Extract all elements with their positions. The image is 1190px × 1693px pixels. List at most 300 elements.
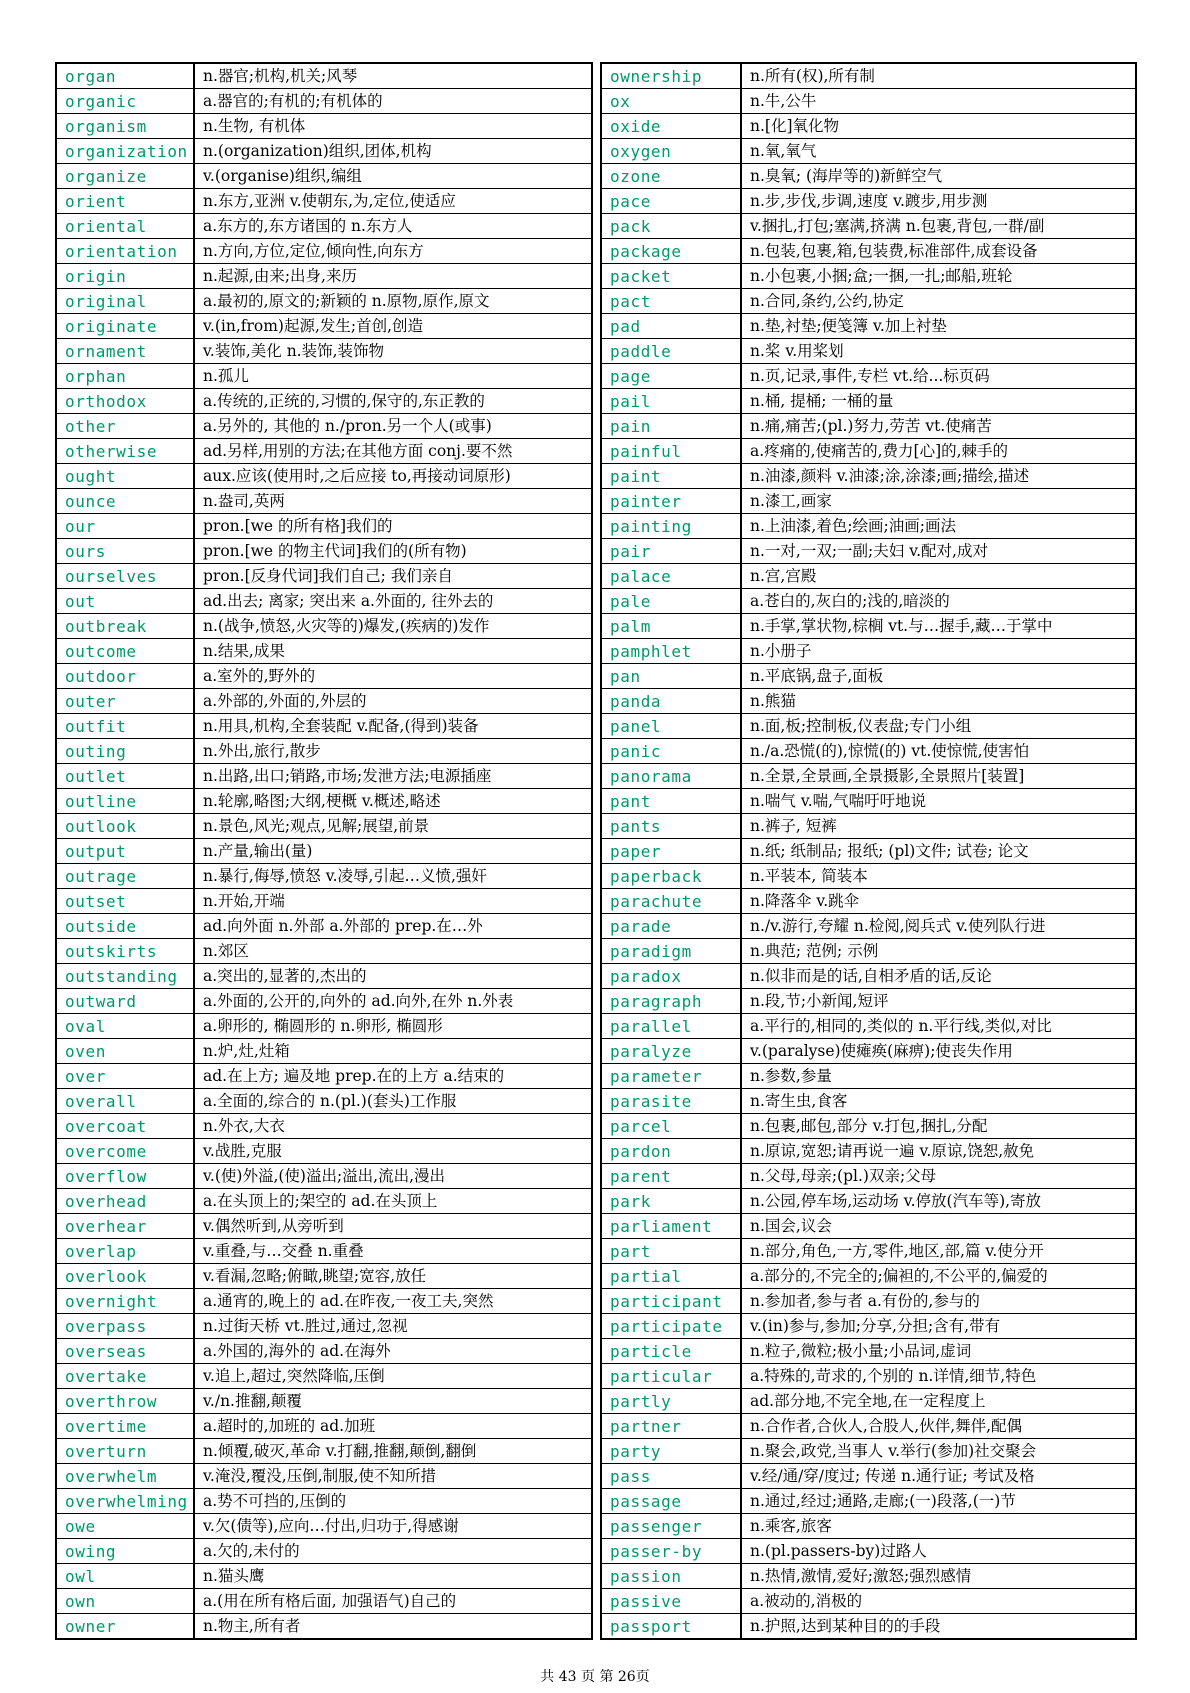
vocab-definition: v.战胜,克服 xyxy=(194,1139,592,1164)
vocab-word: overcoat xyxy=(56,1114,194,1139)
table-row xyxy=(601,989,1136,1014)
table-row xyxy=(601,439,1136,464)
vocab-word: pace xyxy=(601,189,741,214)
table-row xyxy=(601,1564,1136,1589)
vocab-definition: n.外衣,大衣 xyxy=(194,1114,592,1139)
vocab-definition: aux.应该(使用时,之后应接 to,再接动词原形) xyxy=(194,464,592,489)
table-row xyxy=(56,89,592,114)
vocab-definition: n.炉,灶,灶箱 xyxy=(194,1039,592,1064)
table-row xyxy=(601,1064,1136,1089)
table-row xyxy=(56,1139,592,1164)
table-row xyxy=(601,1364,1136,1389)
vocab-definition: n.结果,成果 xyxy=(194,639,592,664)
vocab-definition: n.牛,公牛 xyxy=(741,89,1136,114)
vocab-word: parameter xyxy=(601,1064,741,1089)
vocab-word: overwhelming xyxy=(56,1489,194,1514)
vocab-definition: n.生物, 有机体 xyxy=(194,114,592,139)
vocab-word: outlook xyxy=(56,814,194,839)
vocab-definition: n.盎司,英两 xyxy=(194,489,592,514)
table-row xyxy=(601,214,1136,239)
vocab-definition: a.特殊的,苛求的,个别的 n.详情,细节,特色 xyxy=(741,1364,1136,1389)
vocab-table-left xyxy=(55,62,593,1640)
vocab-word: ozone xyxy=(601,164,741,189)
vocab-word: parasite xyxy=(601,1089,741,1114)
table-row xyxy=(601,1214,1136,1239)
vocab-definition: n.部分,角色,一方,零件,地区,部,篇 v.使分开 xyxy=(741,1239,1136,1264)
table-row xyxy=(601,1264,1136,1289)
table-row xyxy=(601,964,1136,989)
vocab-definition: n.上油漆,着色;绘画;油画;画法 xyxy=(741,514,1136,539)
vocab-word: painter xyxy=(601,489,741,514)
table-row xyxy=(56,889,592,914)
table-row xyxy=(601,1489,1136,1514)
table-row xyxy=(56,1414,592,1439)
table-row xyxy=(56,1114,592,1139)
table-row xyxy=(56,539,592,564)
table-row xyxy=(56,839,592,864)
vocab-word: passenger xyxy=(601,1514,741,1539)
vocab-word: oven xyxy=(56,1039,194,1064)
table-row xyxy=(601,939,1136,964)
vocab-word: paper xyxy=(601,839,741,864)
table-row xyxy=(601,664,1136,689)
vocab-word: output xyxy=(56,839,194,864)
table-row xyxy=(56,264,592,289)
vocab-word: other xyxy=(56,414,194,439)
vocab-word: page xyxy=(601,364,741,389)
table-row xyxy=(601,864,1136,889)
vocab-word: passer-by xyxy=(601,1539,741,1564)
vocab-word: owing xyxy=(56,1539,194,1564)
vocab-definition: v.(organise)组织,编组 xyxy=(194,164,592,189)
vocab-definition: n.合同,条约,公约,协定 xyxy=(741,289,1136,314)
vocab-word: painting xyxy=(601,514,741,539)
vocab-definition: n.产量,输出(量) xyxy=(194,839,592,864)
table-row xyxy=(601,789,1136,814)
vocab-definition: n.氧,氧气 xyxy=(741,139,1136,164)
vocab-definition: n.小包裹,小捆;盒;一捆,一扎;邮船,班轮 xyxy=(741,264,1136,289)
vocab-word: pardon xyxy=(601,1139,741,1164)
vocab-word: out xyxy=(56,589,194,614)
vocab-word: party xyxy=(601,1439,741,1464)
vocab-word: passport xyxy=(601,1614,741,1640)
table-row xyxy=(601,1389,1136,1414)
table-row xyxy=(56,189,592,214)
vocab-word: passive xyxy=(601,1589,741,1614)
vocab-word: paperback xyxy=(601,864,741,889)
vocab-definition: a.(用在所有格后面, 加强语气)自己的 xyxy=(194,1589,592,1614)
vocab-definition: a.超时的,加班的 ad.加班 xyxy=(194,1414,592,1439)
vocab-word: pan xyxy=(601,664,741,689)
vocab-definition: n.所有(权),所有制 xyxy=(741,63,1136,89)
vocab-definition: v.淹没,覆没,压倒,制服,使不知所措 xyxy=(194,1464,592,1489)
table-row xyxy=(56,764,592,789)
vocab-word: passion xyxy=(601,1564,741,1589)
vocab-word: package xyxy=(601,239,741,264)
vocab-definition: n.喘气 v.喘,气喘吁吁地说 xyxy=(741,789,1136,814)
table-row xyxy=(56,514,592,539)
vocab-definition: n.物主,所有者 xyxy=(194,1614,592,1640)
vocab-definition: n.开始,开端 xyxy=(194,889,592,914)
vocab-word: pant xyxy=(601,789,741,814)
vocab-word: owe xyxy=(56,1514,194,1539)
vocab-definition: a.东方的,东方诸国的 n.东方人 xyxy=(194,214,592,239)
vocab-word: outrage xyxy=(56,864,194,889)
table-row xyxy=(601,1439,1136,1464)
vocab-definition: n.痛,痛苦;(pl.)努力,劳苦 vt.使痛苦 xyxy=(741,414,1136,439)
vocab-definition: a.全面的,综合的 n.(pl.)(套头)工作服 xyxy=(194,1089,592,1114)
vocab-definition: a.另外的, 其他的 n./pron.另一个人(或事) xyxy=(194,414,592,439)
table-row xyxy=(56,589,592,614)
vocab-word: otherwise xyxy=(56,439,194,464)
vocab-word: overhear xyxy=(56,1214,194,1239)
vocab-definition: a.欠的,未付的 xyxy=(194,1539,592,1564)
table-row xyxy=(601,589,1136,614)
vocab-definition: n.一对,一双;一副;夫妇 v.配对,成对 xyxy=(741,539,1136,564)
vocab-definition: a.外面的,公开的,向外的 ad.向外,在外 n.外表 xyxy=(194,989,592,1014)
vocab-definition: n.倾覆,破灭,革命 v.打翻,推翻,颠倒,翻倒 xyxy=(194,1439,592,1464)
vocab-definition: v.看漏,忽略;俯瞰,眺望;宽容,放任 xyxy=(194,1264,592,1289)
vocab-definition: n.过街天桥 vt.胜过,通过,忽视 xyxy=(194,1314,592,1339)
vocab-word: panel xyxy=(601,714,741,739)
table-row xyxy=(601,289,1136,314)
table-row xyxy=(56,139,592,164)
table-row xyxy=(56,1364,592,1389)
vocab-word: organization xyxy=(56,139,194,164)
table-row xyxy=(601,764,1136,789)
vocab-word: overtake xyxy=(56,1364,194,1389)
table-row xyxy=(601,264,1136,289)
vocab-word: outward xyxy=(56,989,194,1014)
vocab-definition: v.装饰,美化 n.装饰,装饰物 xyxy=(194,339,592,364)
vocab-word: overflow xyxy=(56,1164,194,1189)
vocab-definition: n.原谅,宽恕;请再说一遍 v.原谅,饶恕,赦免 xyxy=(741,1139,1136,1164)
table-row xyxy=(601,814,1136,839)
vocab-word: oxygen xyxy=(601,139,741,164)
table-row xyxy=(56,739,592,764)
vocab-word: pail xyxy=(601,389,741,414)
vocab-word: pamphlet xyxy=(601,639,741,664)
table-row xyxy=(56,639,592,664)
table-row xyxy=(601,1239,1136,1264)
table-row xyxy=(601,364,1136,389)
vocab-definition: n.裤子, 短裤 xyxy=(741,814,1136,839)
vocab-word: original xyxy=(56,289,194,314)
vocab-definition: n.郊区 xyxy=(194,939,592,964)
table-row xyxy=(56,1164,592,1189)
table-row xyxy=(601,914,1136,939)
vocab-definition: n.(organization)组织,团体,机构 xyxy=(194,139,592,164)
table-row xyxy=(601,1614,1136,1640)
vocab-definition: n.猫头鹰 xyxy=(194,1564,592,1589)
vocab-word: ourselves xyxy=(56,564,194,589)
vocab-definition: n./a.恐慌(的),惊慌(的) vt.使惊慌,使害怕 xyxy=(741,739,1136,764)
vocab-definition: n.粒子,微粒;极小量;小品词,虚词 xyxy=(741,1339,1136,1364)
table-row xyxy=(56,439,592,464)
vocab-word: orientation xyxy=(56,239,194,264)
vocab-definition: n.暴行,侮辱,愤怒 v.凌辱,引起…义愤,强奸 xyxy=(194,864,592,889)
vocab-word: pants xyxy=(601,814,741,839)
vocab-word: outset xyxy=(56,889,194,914)
vocab-definition: n.桶, 提桶; 一桶的量 xyxy=(741,389,1136,414)
table-row xyxy=(601,89,1136,114)
table-row xyxy=(56,114,592,139)
table-row xyxy=(56,1564,592,1589)
vocab-word: overpass xyxy=(56,1314,194,1339)
vocab-definition: n.寄生虫,食客 xyxy=(741,1089,1136,1114)
vocab-definition: n.公园,停车场,运动场 v.停放(汽车等),寄放 xyxy=(741,1189,1136,1214)
vocab-word: pact xyxy=(601,289,741,314)
vocab-word: partner xyxy=(601,1414,741,1439)
table-row xyxy=(56,1264,592,1289)
table-row xyxy=(56,914,592,939)
vocab-definition: n.全景,全景画,全景摄影,全景照片[装置] xyxy=(741,764,1136,789)
vocab-definition: n.似非而是的话,自相矛盾的话,反论 xyxy=(741,964,1136,989)
vocab-definition: n.页,记录,事件,专栏 vt.给...标页码 xyxy=(741,364,1136,389)
vocab-word: passage xyxy=(601,1489,741,1514)
table-row xyxy=(601,1464,1136,1489)
vocab-definition: n.国会,议会 xyxy=(741,1214,1136,1239)
vocab-definition: n.起源,由来;出身,来历 xyxy=(194,264,592,289)
vocab-definition: v.偶然听到,从旁听到 xyxy=(194,1214,592,1239)
table-row xyxy=(56,63,592,89)
table-row xyxy=(601,1314,1136,1339)
vocab-definition: n.用具,机构,全套装配 v.配备,(得到)装备 xyxy=(194,714,592,739)
table-row xyxy=(601,539,1136,564)
vocab-definition: a.势不可挡的,压倒的 xyxy=(194,1489,592,1514)
vocab-word: oval xyxy=(56,1014,194,1039)
vocab-definition: n.参加者,参与者 a.有份的,参与的 xyxy=(741,1289,1136,1314)
vocab-word: overseas xyxy=(56,1339,194,1364)
vocab-word: our xyxy=(56,514,194,539)
page-footer: 共 43 页 第 26页 xyxy=(540,1669,650,1685)
table-row xyxy=(601,1589,1136,1614)
vocab-word: orphan xyxy=(56,364,194,389)
vocab-definition: n.通过,经过;通路,走廊;(一)段落,(一)节 xyxy=(741,1489,1136,1514)
vocab-definition: a.疼痛的,使痛苦的,费力[心]的,棘手的 xyxy=(741,439,1136,464)
vocab-definition: n./v.游行,夸耀 n.检阅,阅兵式 v.使列队行进 xyxy=(741,914,1136,939)
vocab-word: paragraph xyxy=(601,989,741,1014)
table-row xyxy=(601,189,1136,214)
vocab-definition: n.油漆,颜料 v.油漆;涂,涂漆;画;描绘,描述 xyxy=(741,464,1136,489)
vocab-definition: n.(pl.passers-by)过路人 xyxy=(741,1539,1136,1564)
vocab-definition: ad.出去; 离家; 突出来 a.外面的, 往外去的 xyxy=(194,589,592,614)
vocab-definition: a.外国的,海外的 ad.在海外 xyxy=(194,1339,592,1364)
vocab-word: outing xyxy=(56,739,194,764)
table-row xyxy=(601,564,1136,589)
table-row xyxy=(601,239,1136,264)
vocab-word: partial xyxy=(601,1264,741,1289)
vocab-definition: n.纸; 纸制品; 报纸; (pl)文件; 试卷; 论文 xyxy=(741,839,1136,864)
table-row xyxy=(601,739,1136,764)
vocab-word: ours xyxy=(56,539,194,564)
vocab-definition: v.欠(债等),应向…付出,归功于,得感谢 xyxy=(194,1514,592,1539)
vocab-word: outside xyxy=(56,914,194,939)
table-row xyxy=(56,1239,592,1264)
vocab-word: ounce xyxy=(56,489,194,514)
vocab-definition: n.出路,出口;销路,市场;发泄方法;电源插座 xyxy=(194,764,592,789)
table-row xyxy=(56,1439,592,1464)
vocab-definition: pron.[反身代词]我们自己; 我们亲自 xyxy=(194,564,592,589)
vocab-definition: n.平装本, 简装本 xyxy=(741,864,1136,889)
table-row xyxy=(56,1089,592,1114)
table-row xyxy=(601,1189,1136,1214)
vocab-definition: n.热情,激情,爱好;激怒;强烈感情 xyxy=(741,1564,1136,1589)
table-row xyxy=(56,1464,592,1489)
table-row xyxy=(56,714,592,739)
vocab-definition: v.(paralyse)使瘫痪(麻痹);使丧失作用 xyxy=(741,1039,1136,1064)
vocab-definition: n.孤儿 xyxy=(194,364,592,389)
table-row xyxy=(601,714,1136,739)
table-row xyxy=(56,414,592,439)
vocab-definition: ad.部分地,不完全地,在一定程度上 xyxy=(741,1389,1136,1414)
vocab-definition: a.室外的,野外的 xyxy=(194,664,592,689)
vocab-word: parliament xyxy=(601,1214,741,1239)
table-row xyxy=(601,839,1136,864)
table-row xyxy=(56,314,592,339)
vocab-word: parachute xyxy=(601,889,741,914)
vocab-definition: a.最初的,原文的;新颖的 n.原物,原作,原文 xyxy=(194,289,592,314)
vocab-word: oxide xyxy=(601,114,741,139)
vocab-word: palace xyxy=(601,564,741,589)
vocab-word: pain xyxy=(601,414,741,439)
vocab-definition: v.重叠,与…交叠 n.重叠 xyxy=(194,1239,592,1264)
vocab-definition: a.部分的,不完全的;偏袒的,不公平的,偏爱的 xyxy=(741,1264,1136,1289)
table-row xyxy=(601,889,1136,914)
table-row xyxy=(601,1289,1136,1314)
vocab-definition: ad.向外面 n.外部 a.外部的 prep.在…外 xyxy=(194,914,592,939)
vocab-definition: n.段,节;小新闻,短评 xyxy=(741,989,1136,1014)
table-row xyxy=(56,1314,592,1339)
vocab-word: overwhelm xyxy=(56,1464,194,1489)
vocab-word: paralyze xyxy=(601,1039,741,1064)
table-row xyxy=(601,314,1136,339)
vocab-definition: a.苍白的,灰白的;浅的,暗淡的 xyxy=(741,589,1136,614)
vocab-definition: n.(战争,愤怒,火灾等的)爆发,(疾病的)发作 xyxy=(194,614,592,639)
vocab-definition: n.漆工,画家 xyxy=(741,489,1136,514)
vocab-word: overall xyxy=(56,1089,194,1114)
vocab-definition: n.父母,母亲;(pl.)双亲;父母 xyxy=(741,1164,1136,1189)
vocab-word: own xyxy=(56,1589,194,1614)
vocab-definition: n.桨 v.用桨划 xyxy=(741,339,1136,364)
table-row xyxy=(56,1389,592,1414)
vocab-definition: n.熊猫 xyxy=(741,689,1136,714)
vocab-word: ought xyxy=(56,464,194,489)
vocab-word: panic xyxy=(601,739,741,764)
table-row xyxy=(56,289,592,314)
table-row xyxy=(601,514,1136,539)
table-row xyxy=(601,614,1136,639)
vocab-definition: n.包裹,邮包,部分 v.打包,捆扎,分配 xyxy=(741,1114,1136,1139)
table-row xyxy=(601,389,1136,414)
vocab-definition: a.外部的,外面的,外层的 xyxy=(194,689,592,714)
vocab-word: outer xyxy=(56,689,194,714)
table-row xyxy=(601,1164,1136,1189)
table-row xyxy=(56,1489,592,1514)
vocab-definition: n.包装,包裹,箱,包装费,标准部件,成套设备 xyxy=(741,239,1136,264)
table-row xyxy=(56,164,592,189)
vocab-word: overlap xyxy=(56,1239,194,1264)
table-row xyxy=(601,1014,1136,1039)
table-row xyxy=(56,364,592,389)
table-row xyxy=(601,489,1136,514)
vocab-word: pass xyxy=(601,1464,741,1489)
vocab-word: overnight xyxy=(56,1289,194,1314)
vocab-definition: v.捆扎,打包;塞满,挤满 n.包裹,背包,一群/副 xyxy=(741,214,1136,239)
table-row xyxy=(56,464,592,489)
vocab-definition: n.臭氧; (海岸等的)新鲜空气 xyxy=(741,164,1136,189)
vocab-definition: n.乘客,旅客 xyxy=(741,1514,1136,1539)
vocab-definition: n.护照,达到某种目的的手段 xyxy=(741,1614,1136,1640)
vocab-word: outlet xyxy=(56,764,194,789)
table-row xyxy=(56,1014,592,1039)
table-row xyxy=(601,464,1136,489)
vocab-word: parade xyxy=(601,914,741,939)
table-row xyxy=(56,664,592,689)
vocab-definition: v.追上,超过,突然降临,压倒 xyxy=(194,1364,592,1389)
vocab-table-right xyxy=(600,62,1137,1640)
table-row xyxy=(601,1139,1136,1164)
vocab-word: organism xyxy=(56,114,194,139)
vocab-definition: v.(in,from)起源,发生;首创,创造 xyxy=(194,314,592,339)
vocab-definition: ad.另样,用别的方法;在其他方面 conj.要不然 xyxy=(194,439,592,464)
vocab-definition: v.(使)外溢,(使)溢出;溢出,流出,漫出 xyxy=(194,1164,592,1189)
vocab-definition: ad.在上方; 遍及地 prep.在的上方 a.结束的 xyxy=(194,1064,592,1089)
vocab-definition: n.方向,方位,定位,倾向性,向东方 xyxy=(194,239,592,264)
vocab-word: overtime xyxy=(56,1414,194,1439)
vocab-definition: n.景色,风光;观点,见解;展望,前景 xyxy=(194,814,592,839)
table-row xyxy=(601,1089,1136,1114)
vocab-word: organize xyxy=(56,164,194,189)
table-row xyxy=(56,1214,592,1239)
vocab-definition: n.小册子 xyxy=(741,639,1136,664)
vocab-word: originate xyxy=(56,314,194,339)
table-row xyxy=(56,1064,592,1089)
vocab-definition: n.轮廓,略图;大纲,梗概 v.概述,略述 xyxy=(194,789,592,814)
table-row xyxy=(56,814,592,839)
vocab-word: orthodox xyxy=(56,389,194,414)
vocab-definition: n.垫,衬垫;便笺簿 v.加上衬垫 xyxy=(741,314,1136,339)
table-row xyxy=(56,389,592,414)
vocab-definition: n.参数,参量 xyxy=(741,1064,1136,1089)
table-row xyxy=(56,1514,592,1539)
vocab-word: overturn xyxy=(56,1439,194,1464)
vocab-word: participant xyxy=(601,1289,741,1314)
table-row xyxy=(601,1114,1136,1139)
vocab-word: particle xyxy=(601,1339,741,1364)
vocab-definition: a.突出的,显著的,杰出的 xyxy=(194,964,592,989)
vocab-definition: v.经/通/穿/度过; 传递 n.通行证; 考试及格 xyxy=(741,1464,1136,1489)
table-row xyxy=(601,1514,1136,1539)
vocab-word: ox xyxy=(601,89,741,114)
vocab-word: particular xyxy=(601,1364,741,1389)
vocab-definition: a.器官的;有机的;有机体的 xyxy=(194,89,592,114)
vocab-word: parcel xyxy=(601,1114,741,1139)
table-row xyxy=(601,339,1136,364)
vocab-definition: a.卵形的, 椭圆形的 n.卵形, 椭圆形 xyxy=(194,1014,592,1039)
vocab-word: pack xyxy=(601,214,741,239)
vocab-word: outskirts xyxy=(56,939,194,964)
vocab-word: paddle xyxy=(601,339,741,364)
vocab-word: paradigm xyxy=(601,939,741,964)
table-row xyxy=(601,1414,1136,1439)
vocab-word: organ xyxy=(56,63,194,89)
vocab-word: panorama xyxy=(601,764,741,789)
vocab-definition: n.聚会,政党,当事人 v.举行(参加)社交聚会 xyxy=(741,1439,1136,1464)
vocab-word: owl xyxy=(56,1564,194,1589)
table-row xyxy=(56,1589,592,1614)
vocab-word: palm xyxy=(601,614,741,639)
